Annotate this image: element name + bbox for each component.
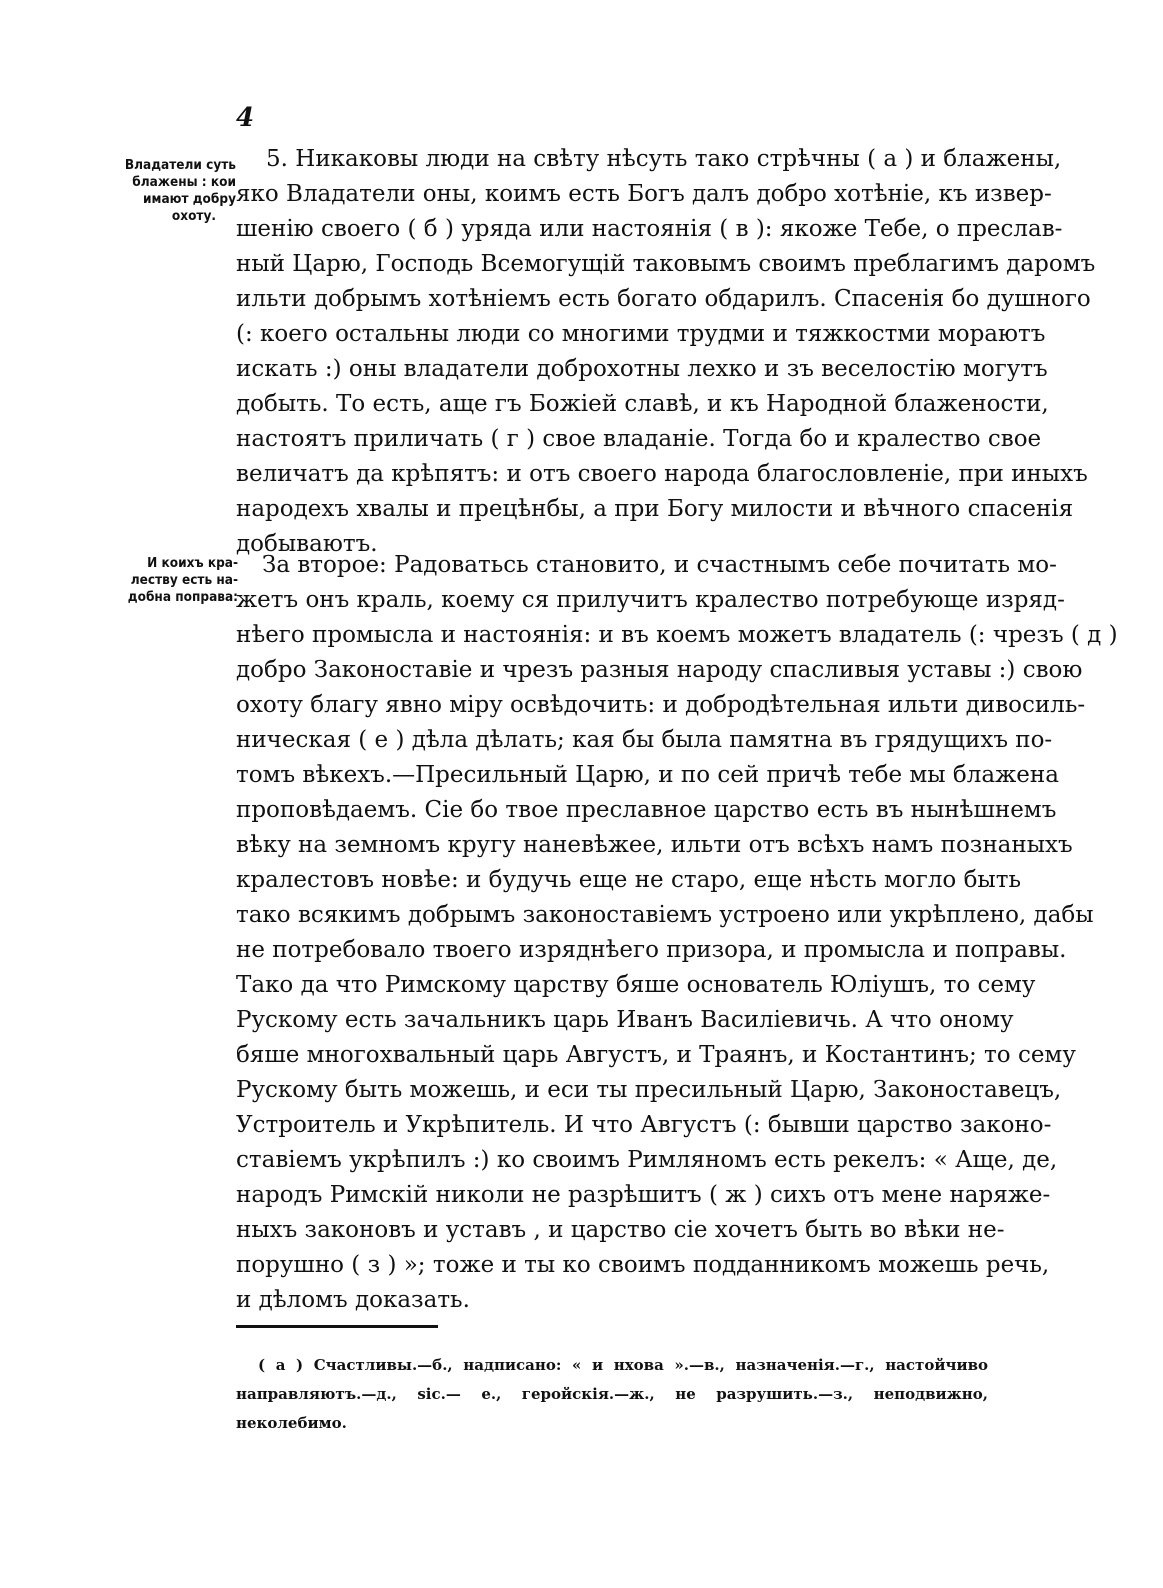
body-line: томъ вѣкехъ.—Пресильный Царю, и по сей причѣ тебе мы блажена (236, 762, 1059, 788)
body-line: бяше многохвальный царь Августъ, и Траянъ, и Костантинъ; то сему (236, 1042, 1076, 1068)
sidenote-line: имают добру (143, 191, 236, 207)
body-line: ильти добрымъ хотѣніемъ есть богато обдарилъ. Спасенія бо душного (236, 286, 1091, 312)
body-line: проповѣдаемъ. Сіе бо твое преславное царство есть въ нынѣшнемъ (236, 797, 1057, 823)
body-line: настоятъ приличать ( г ) свое владаніе. Тогда бо и кралество свое (236, 426, 1042, 452)
body-line: яко Владатели оны, коимъ есть Богъ далъ добро хотѣніе, къ извер- (236, 181, 1052, 207)
body-line: 5. Никаковы люди на свѣту нѣсуть тако стрѣчны ( а ) и блажены, (266, 146, 1062, 172)
body-line: (: коего остальны люди со многими трудми и тяжкостми мораютъ (236, 321, 1046, 347)
body-line: и дѣломъ доказать. (236, 1287, 470, 1313)
footnote-line: неколебимо. (236, 1414, 347, 1432)
body-line: не потребовало твоего изряднѣего призора, и промысла и поправы. (236, 937, 1067, 963)
footnote-divider (236, 1325, 438, 1328)
sidenote-line: добна поправа: (127, 589, 238, 605)
sidenote-line: Владатели суть (124, 157, 236, 173)
body-line: добро Законоставіе и чрезъ разныя народу спасливыя уставы :) свою (236, 657, 1083, 683)
body-line: величатъ да крѣпятъ: и отъ своего народа благословленіе, при иныхъ (236, 461, 1088, 487)
sidenote-rulers-blessed (100, 157, 236, 225)
page-number: 4 (236, 103, 255, 133)
sidenote-line: охоту. (171, 208, 216, 224)
body-line: добываютъ. (236, 531, 378, 557)
body-line: шенію своего ( б ) уряда или настоянія ( в ): якоже Тебе, о преслав- (236, 216, 1063, 242)
body-line: народъ Римскій николи не разрѣшитъ ( ж ) сихъ отъ мене наряже- (236, 1182, 1051, 1208)
sidenote-line: леству есть на- (130, 572, 238, 588)
body-line: жетъ онъ краль, коему ся прилучитъ кралество потребующе изряд- (236, 587, 1065, 613)
body-line: Рускому есть зачальникъ царь Иванъ Василіевичь. А что оному (236, 1007, 1014, 1033)
body-line: охоту благу явно міру освѣдочить: и добродѣтельная ильти дивосиль- (236, 692, 1086, 718)
footnote-line: направляютъ.—д., sic.— е., геройскія.—ж., не разрушить.—з., неподвижно, (236, 1385, 988, 1403)
body-line: кралестовъ новѣе: и будучь еще не старо, еще нѣсть могло быть (236, 867, 1021, 893)
sidenote-line: блажены : кои (132, 174, 236, 190)
body-line: ный Царю, Господь Всемогущій таковымъ своимъ преблагимъ даромъ (236, 251, 1096, 277)
body-line: ническая ( е ) дѣла дѣлать; кая бы была памятна въ грядущихъ по- (236, 727, 1053, 753)
body-line: порушно ( з ) »; тоже и ты ко своимъ подданникомъ можешь речь, (236, 1252, 1050, 1278)
body-line: народехъ хвалы и прецѣнбы, а при Богу милости и вѣчного спасенія (236, 496, 1074, 522)
body-line: Рускому быть можешь, и еси ты пресильный Царю, Законоставецъ, (236, 1077, 1062, 1103)
body-line: добыть. То есть, аще гъ Божіей славѣ, и къ Народной блажености, (236, 391, 1049, 417)
body-line: Тако да что Римскому царству бяше основатель Юліушъ, то сему (236, 972, 1036, 998)
body-line: ныхъ законовъ и уставъ , и царство сіе хочетъ быть во вѣки не- (236, 1217, 1005, 1243)
sidenote-kingdom-needs-reform (100, 555, 238, 606)
body-line: За второе: Радоватьсь становито, и счастнымъ себе почитать мо- (262, 552, 1057, 578)
body-line: искать :) оны владатели доброхотны лехко и зъ веселостію могутъ (236, 356, 1048, 382)
sidenote-line: И коихъ кра- (147, 555, 238, 571)
body-line: Устроитель и Укрѣпитель. И что Августъ (: бывши царство законо- (236, 1112, 1052, 1138)
body-line: тако всякимъ добрымъ законоставіемъ устроено или укрѣплено, дабы (236, 902, 1094, 928)
footnote-line: ( а ) Счастливы.—б., надписано: « и нхова ».—в., назначенія.—г., настойчиво (258, 1356, 988, 1374)
body-line: ставіемъ укрѣпилъ :) ко своимъ Римляномъ есть рекелъ: « Аще, де, (236, 1147, 1058, 1173)
body-line: вѣку на земномъ кругу наневѣжее, ильти отъ всѣхъ намъ познаныхъ (236, 832, 1073, 858)
body-line: нѣего промысла и настоянія: и въ коемъ можетъ владатель (: чрезъ ( д ) (236, 622, 1118, 648)
